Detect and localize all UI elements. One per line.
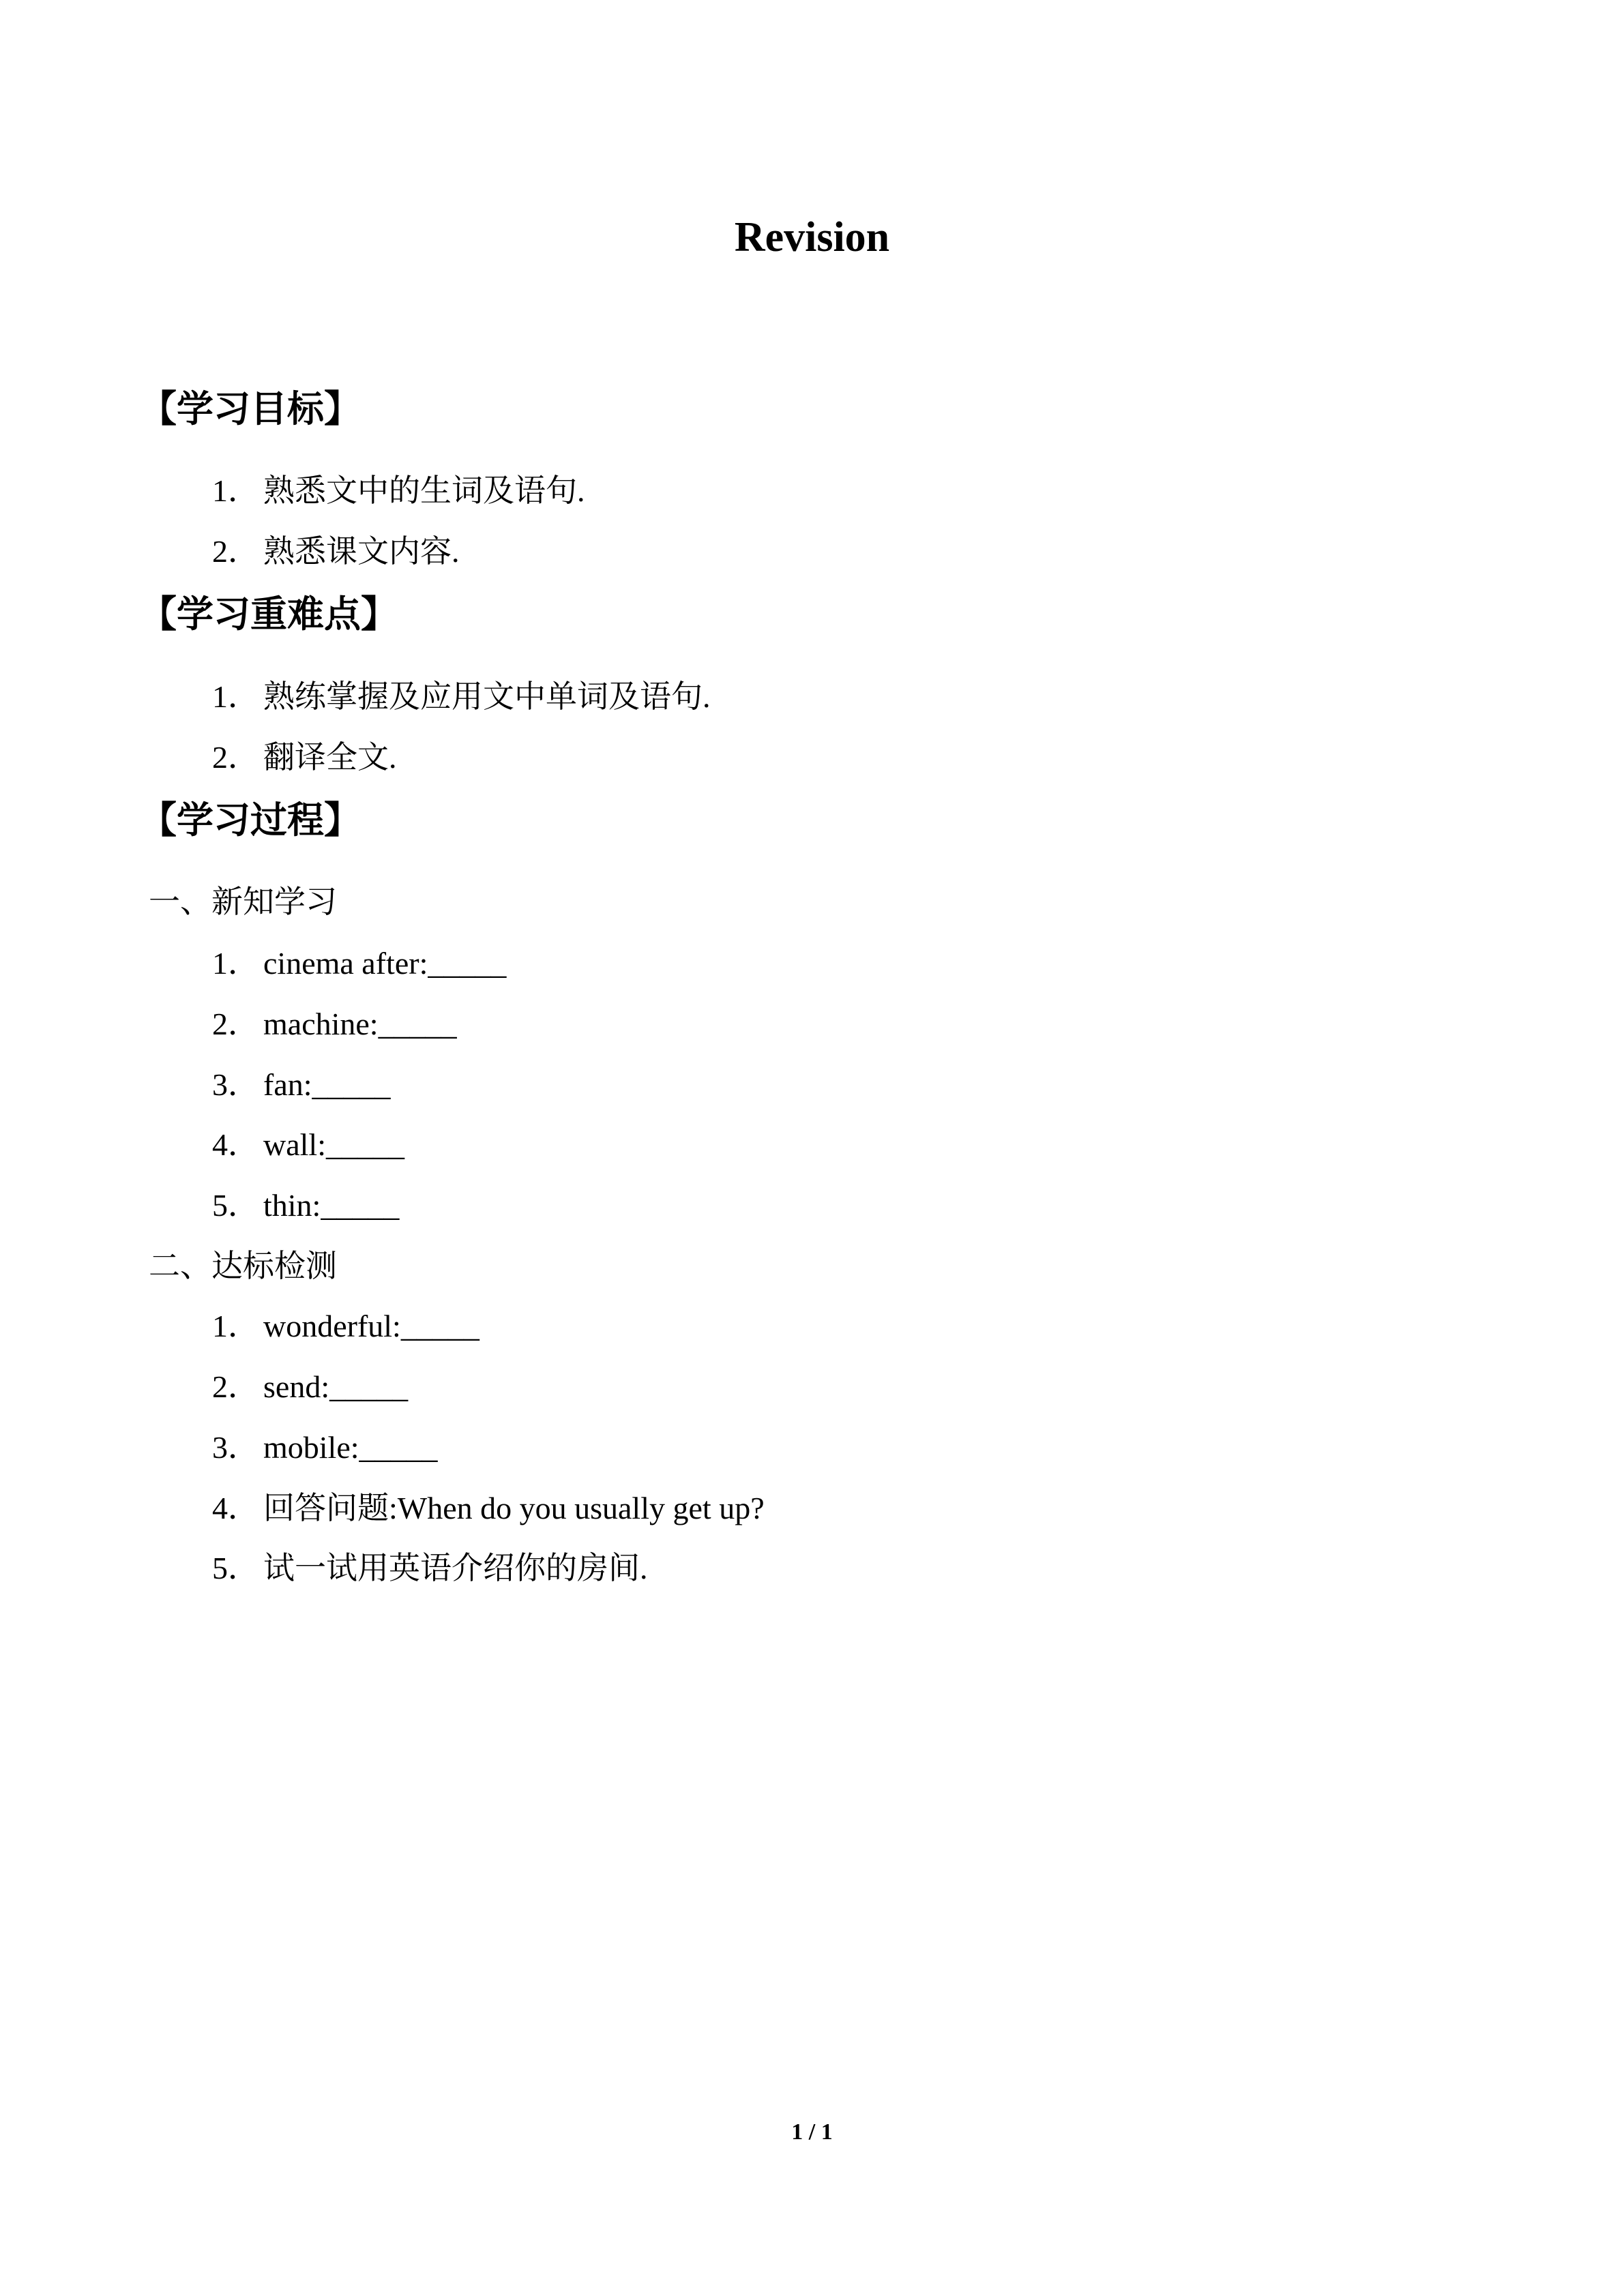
list-item <box>212 1185 399 1226</box>
list-item <box>212 737 397 778</box>
item-text: wall:_____ <box>263 1127 404 1162</box>
item-number: 2． <box>212 1369 259 1404</box>
subsection-label-new-knowledge: 一、新知学习 <box>149 884 337 919</box>
list-item <box>212 1064 391 1105</box>
page-number: 1 / 1 <box>791 2119 833 2145</box>
item-text: machine:_____ <box>263 1007 457 1041</box>
list-item <box>212 1548 648 1589</box>
page-title: Revision <box>734 214 890 260</box>
item-number: 3． <box>212 1430 259 1465</box>
item-text: wonderful:_____ <box>263 1309 479 1343</box>
item-text: cinema after:_____ <box>263 946 507 981</box>
item-text: 熟悉文中的生词及语句. <box>263 473 585 508</box>
item-text: thin:_____ <box>263 1188 400 1223</box>
item-number: 2． <box>212 534 259 569</box>
list-item <box>212 676 711 717</box>
list-item <box>212 1124 404 1165</box>
item-text: 熟悉课文内容. <box>263 534 460 569</box>
item-number: 2． <box>212 740 259 775</box>
item-number: 3． <box>212 1067 259 1102</box>
list-item <box>212 1488 765 1529</box>
item-text: 试一试用英语介绍你的房间. <box>263 1551 648 1585</box>
item-number: 2． <box>212 1007 259 1041</box>
item-text: mobile:_____ <box>263 1430 438 1465</box>
item-number: 1． <box>212 1309 259 1343</box>
item-number: 4． <box>212 1491 259 1525</box>
item-text: 回答问题:When do you usually get up? <box>263 1491 765 1525</box>
section-heading-key-points: 【学习重难点】 <box>140 593 398 636</box>
list-item <box>212 1306 479 1347</box>
item-text: 翻译全文. <box>263 740 397 775</box>
item-number: 4． <box>212 1127 259 1162</box>
item-number: 5． <box>212 1551 259 1585</box>
subsection-label-assessment: 二、达标检测 <box>149 1249 337 1283</box>
section-heading-process: 【学习过程】 <box>140 799 361 841</box>
item-number: 1． <box>212 679 259 714</box>
list-item <box>212 1427 438 1468</box>
item-text: fan:_____ <box>263 1067 391 1102</box>
item-text: send:_____ <box>263 1369 409 1404</box>
list-item <box>212 531 460 572</box>
list-item <box>212 471 585 511</box>
list-item <box>212 1367 408 1407</box>
item-text: 熟练掌握及应用文中单词及语句. <box>263 679 711 714</box>
item-number: 5． <box>212 1188 259 1223</box>
item-number: 1． <box>212 473 259 508</box>
item-number: 1． <box>212 946 259 981</box>
section-heading-objectives: 【学习目标】 <box>140 387 361 430</box>
list-item <box>212 943 506 984</box>
list-item <box>212 1004 457 1045</box>
